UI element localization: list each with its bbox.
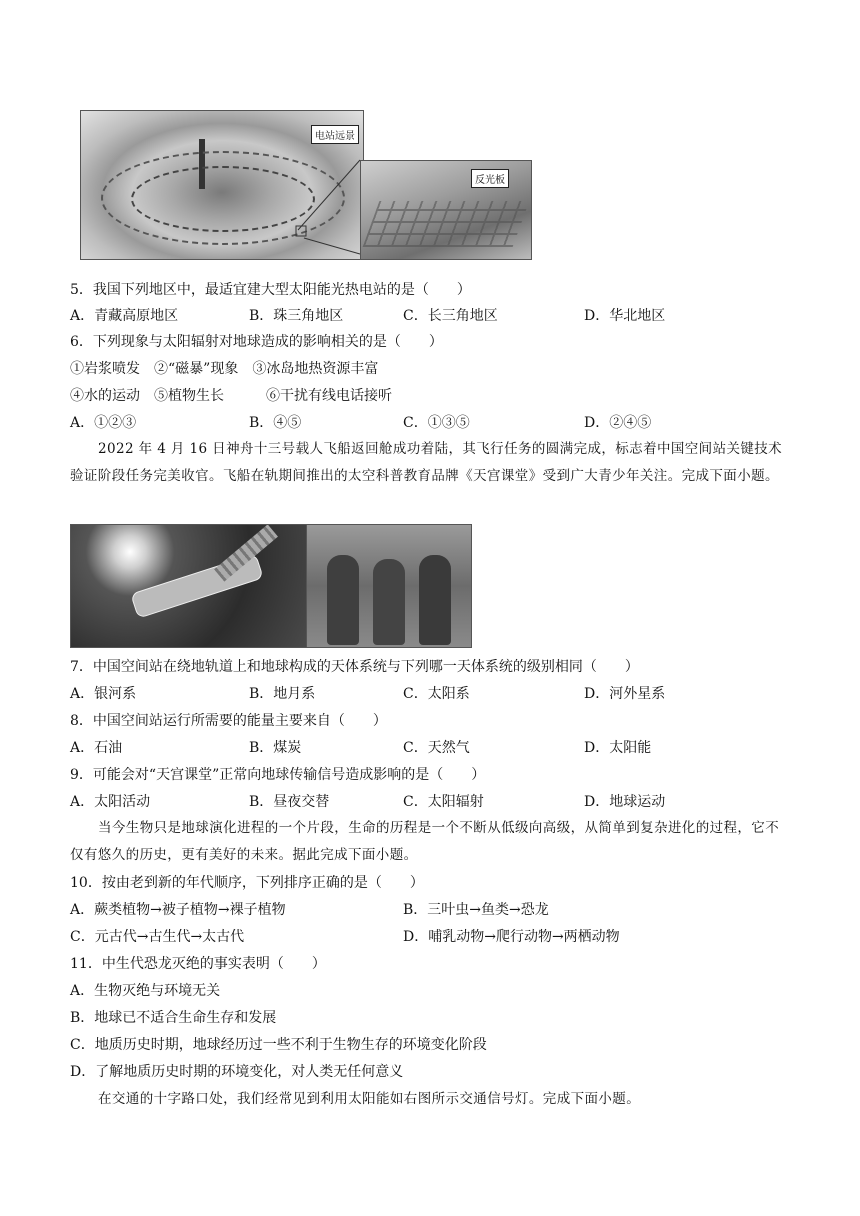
mirror-field-ring [131,166,315,232]
q11-option-a[interactable]: A．生物灭绝与环境无关 [70,983,221,999]
q5-option-c[interactable]: C．长三角地区 [403,308,498,324]
astronaut-figure [373,559,405,645]
q8-option-a[interactable]: A．石油 [70,740,123,756]
q8-option-d[interactable]: D．太阳能 [584,740,652,756]
q11-stem: 11．中生代恐龙灭绝的事实表明（ ） [70,956,326,972]
q7-option-d[interactable]: D．河外星系 [584,686,666,702]
q8-stem: 8．中国空间站运行所需要的能量主要来自（ ） [70,713,387,729]
station-label: 电站远景 [311,125,359,144]
astronaut-figure [327,555,359,645]
q10-stem: 10．按由老到新的年代顺序，下列排序正确的是（ ） [70,875,424,891]
q6-items-line1: ①岩浆喷发 ②“磁暴”现象 ③冰岛地热资源丰富 [70,361,379,377]
reflector-panel-photo [360,160,532,260]
q7-option-c[interactable]: C．太阳系 [403,686,470,702]
passage-traffic-light [70,1086,790,1113]
q7-option-b[interactable]: B．地月系 [249,686,316,702]
passage-evolution-text: 当今生物只是地球演化进程的一个片段，生命的历程是一个不断从低级向高级，从简单到复杂进化的过程，它不仅有悠久的历史，更有美好的未来。据此完成下面小题。 [70,820,780,863]
q7-stem: 7．中国空间站在绕地轨道上和地球构成的天体系统与下列哪一天体系统的级别相同（ ） [70,659,639,675]
q6-option-a[interactable]: A．①②③ [70,415,137,431]
q11-option-b[interactable]: B．地球已不适合生命生存和发展 [70,1010,277,1026]
q9-option-d[interactable]: D．地球运动 [584,794,666,810]
passage-spacecraft-text: 2022 年 4 月 16 日神舟十三号载人飞船返回舱成功着陆，其飞行任务的圆满完成，标志着中国空间站关键技术验证阶段任务完美收官。飞船在轨期间推出的太空科普教育品牌《天宫课堂》受到广大青少年关注。完成下面小题。 [70,441,783,484]
q5-option-a[interactable]: A．青藏高原地区 [70,308,179,324]
q10-option-d[interactable]: D．哺乳动物→爬行动物→两栖动物 [403,929,620,945]
q9-stem: 9．可能会对“天宫课堂”正常向地球传输信号造成影响的是（ ） [70,767,486,783]
astronauts-photo [306,524,472,648]
q9-option-b[interactable]: B．昼夜交替 [249,794,330,810]
q6-option-c[interactable]: C．①③⑤ [403,415,470,431]
astronaut-figure [419,555,451,645]
passage-spacecraft [70,436,790,490]
q6-option-d[interactable]: D．②④⑤ [584,415,652,431]
q10-option-a[interactable]: A．蕨类植物→被子植物→裸子植物 [70,902,286,918]
q10-option-c[interactable]: C．元古代→古生代→太古代 [70,929,245,945]
reflector-label: 反光板 [471,169,509,188]
panel-grid [363,201,530,247]
q6-stem: 6．下列现象与太阳辐射对地球造成的影响相关的是（ ） [70,334,443,350]
q7-option-a[interactable]: A．银河系 [70,686,137,702]
q6-option-b[interactable]: B．④⑤ [249,415,302,431]
q5-option-d[interactable]: D．华北地区 [584,308,666,324]
q9-option-a[interactable]: A．太阳活动 [70,794,151,810]
space-station-photo [70,524,308,648]
q8-option-b[interactable]: B．煤炭 [249,740,302,756]
q9-option-c[interactable]: C．太阳辐射 [403,794,484,810]
q5-stem: 5．我国下列地区中，最适宜建大型太阳能光热电站的是（ ） [70,282,471,298]
q11-option-c[interactable]: C．地质历史时期，地球经历过一些不利于生物生存的环境变化阶段 [70,1037,487,1053]
q8-option-c[interactable]: C．天然气 [403,740,470,756]
zoom-connector [290,150,370,260]
passage-traffic-light-text: 在交通的十字路口处，我们经常见到利用太阳能如右图所示交通信号灯。完成下面小题。 [98,1091,641,1107]
q6-items-line2: ④水的运动 ⑤植物生长 ⑥干扰有线电话接听 [70,388,392,404]
q11-option-d[interactable]: D．了解地质历史时期的环境变化，对人类无任何意义 [70,1064,404,1080]
q5-option-b[interactable]: B．珠三角地区 [249,308,344,324]
passage-evolution [70,815,790,869]
q10-option-b[interactable]: B．三叶虫→鱼类→恐龙 [403,902,549,918]
